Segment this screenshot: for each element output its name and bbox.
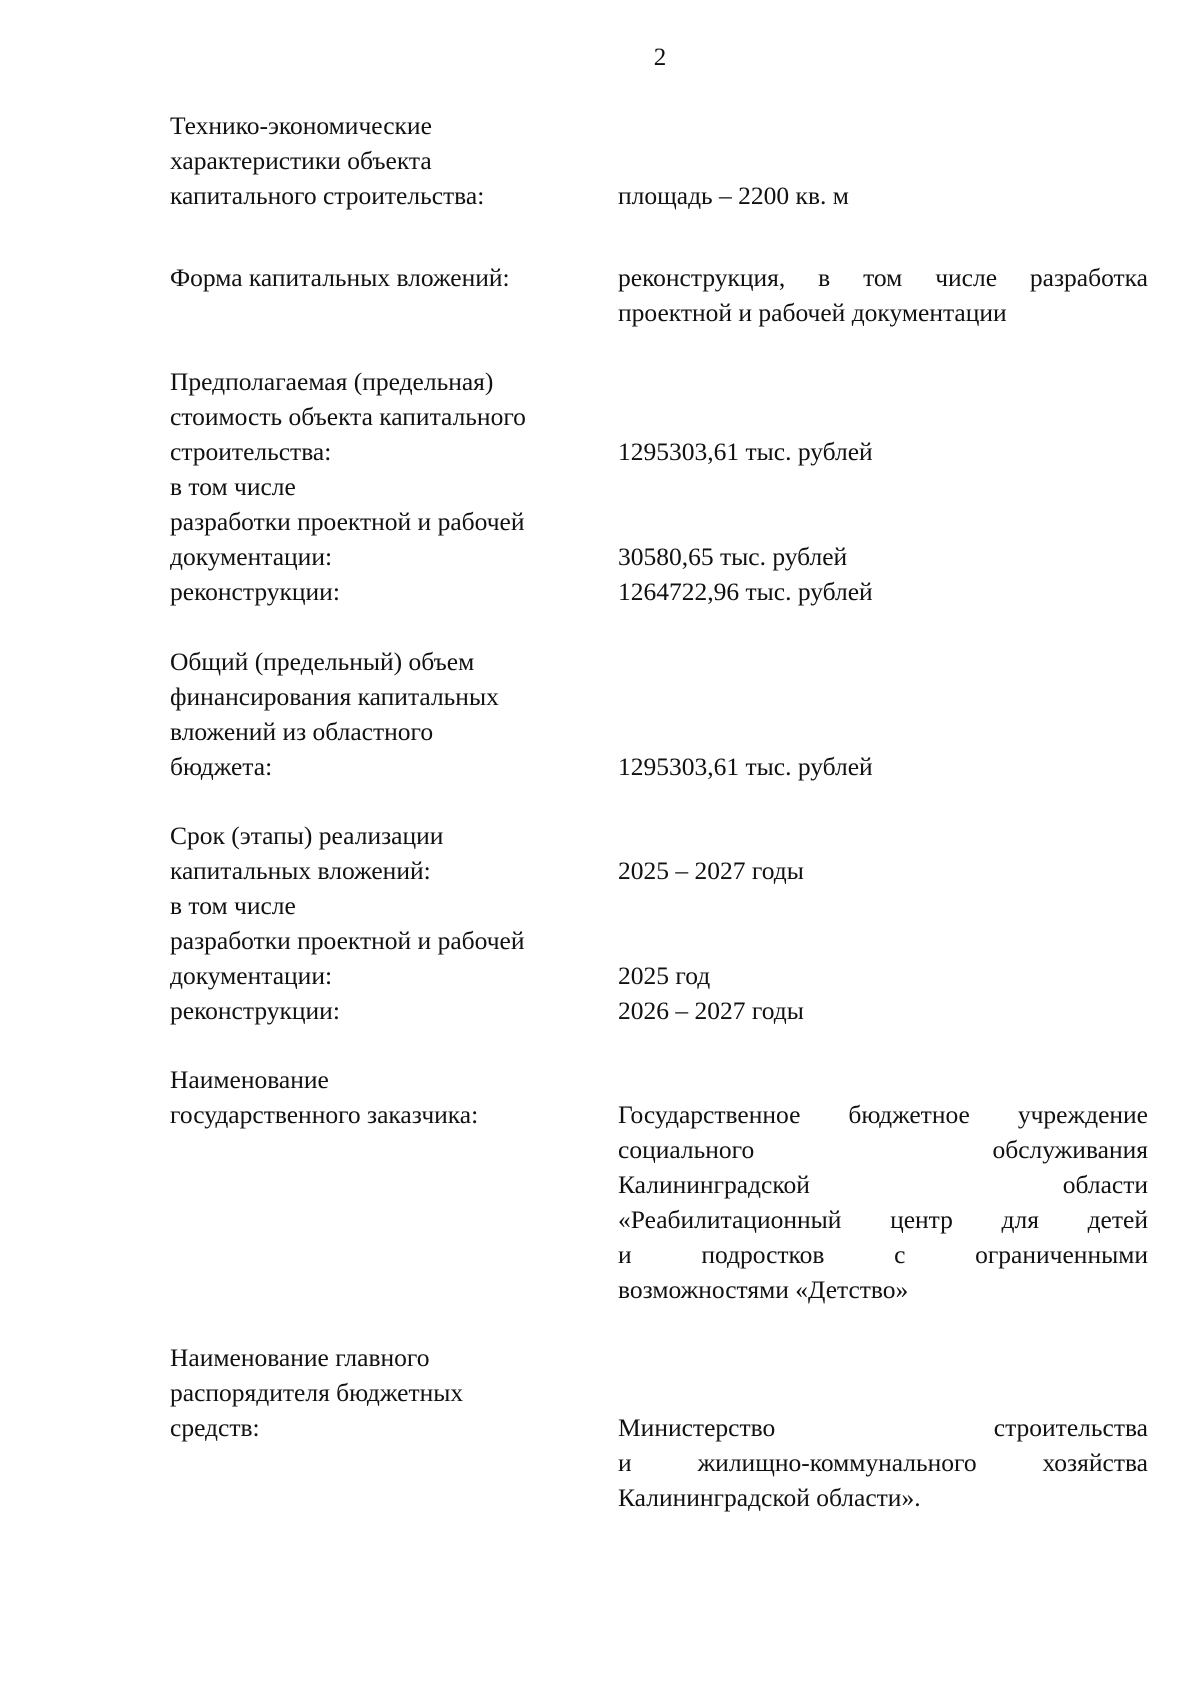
financing-label-line-4: бюджета:	[170, 752, 273, 781]
manager-value-line-2	[618, 1445, 1148, 1480]
word: детей	[1087, 1205, 1148, 1234]
customer-value-line-1	[618, 1097, 1148, 1132]
investment-form-value-line-2: проектной и рабочей документации	[618, 298, 1007, 327]
timeline-label-line-1: Срок (этапы) реализации	[170, 821, 444, 850]
word: и	[618, 1240, 632, 1269]
tech-label-line-3: капитального строительства:	[170, 181, 485, 210]
manager-label-line-2: распорядителя бюджетных	[170, 1378, 464, 1407]
word: подростков	[701, 1240, 825, 1269]
customer-value-line-6: возможностями «Детство»	[618, 1275, 909, 1304]
customer-value-line-4	[618, 1202, 1148, 1237]
timeline-label-line-4: разработки проектной и рабочей	[170, 926, 525, 955]
tech-value: площадь – 2200 кв. м	[618, 181, 849, 210]
cost-label-line-4: в том числе	[170, 472, 296, 501]
customer-value-line-2	[618, 1132, 1148, 1167]
word: бюджетное	[848, 1100, 970, 1129]
financing-label-line-2: финансирования капитальных	[170, 682, 499, 711]
word: Государственное	[618, 1100, 801, 1129]
word: для	[1001, 1205, 1039, 1234]
timeline-design-value: 2025 год	[618, 961, 711, 990]
word: разработка	[1029, 263, 1148, 292]
word: том	[863, 263, 903, 292]
customer-section	[170, 1062, 1150, 1307]
cost-label-line-1: Предполагаемая (предельная)	[170, 367, 494, 396]
word: строительства	[993, 1413, 1148, 1442]
timeline-reconstruction-value: 2026 – 2027 годы	[618, 996, 804, 1025]
customer-value-line-5	[618, 1237, 1148, 1272]
cost-label-line-6: документации:	[170, 542, 333, 571]
manager-label-line-1: Наименование главного	[170, 1343, 430, 1372]
timeline-label-line-6: реконструкции:	[170, 996, 340, 1025]
estimated-cost-section	[170, 364, 1150, 609]
tech-label-line-1: Технико-экономические	[170, 111, 432, 140]
tech-label-line-2: характеристики объекта	[170, 146, 432, 175]
word: центр	[890, 1205, 953, 1234]
manager-value-line-3: Калининградской области».	[618, 1483, 921, 1512]
cost-label-line-3: строительства:	[170, 437, 332, 466]
word: в	[818, 263, 831, 292]
word: учреждение	[1017, 1100, 1148, 1129]
cost-label-line-5: разработки проектной и рабочей	[170, 507, 525, 536]
word: с	[894, 1240, 906, 1269]
word: Калининградской	[618, 1170, 810, 1199]
word: и	[618, 1448, 632, 1477]
word: числе	[935, 263, 998, 292]
investment-form-section	[170, 260, 1150, 330]
budget-manager-section	[170, 1340, 1150, 1515]
cost-label-line-7: реконструкции:	[170, 577, 340, 606]
investment-form-value-line-1	[618, 260, 1148, 295]
investment-form-label: Форма капитальных вложений:	[170, 263, 510, 292]
financing-label-line-1: Общий (предельный) объем	[170, 647, 475, 676]
word: реконструкция,	[618, 263, 786, 292]
word: области	[1062, 1170, 1148, 1199]
customer-label-line-2: государственного заказчика:	[170, 1100, 479, 1129]
financing-section	[170, 644, 1150, 784]
financing-value: 1295303,61 тыс. рублей	[618, 752, 873, 781]
word: «Реабилитационный	[618, 1205, 842, 1234]
word: хозяйства	[1042, 1448, 1148, 1477]
timeline-label-line-2: капитальных вложений:	[170, 856, 431, 885]
page-number: 2	[653, 44, 667, 71]
manager-value-line-1	[618, 1410, 1148, 1445]
cost-total-value: 1295303,61 тыс. рублей	[618, 437, 873, 466]
timeline-label-line-3: в том числе	[170, 891, 296, 920]
word: ограниченными	[975, 1240, 1148, 1269]
word: социального	[618, 1135, 755, 1164]
manager-label-line-3: средств:	[170, 1413, 260, 1442]
word: жилищно-коммунального	[697, 1448, 977, 1477]
word: обслуживания	[992, 1135, 1148, 1164]
financing-label-line-3: вложений из областного	[170, 717, 434, 746]
word: Министерство	[618, 1413, 776, 1442]
timeline-total-value: 2025 – 2027 годы	[618, 856, 804, 885]
cost-design-value: 30580,65 тыс. рублей	[618, 542, 848, 571]
tech-characteristics-section	[170, 108, 1150, 213]
customer-label-line-1: Наименование	[170, 1065, 329, 1094]
timeline-section	[170, 818, 1150, 1028]
timeline-label-line-5: документации:	[170, 961, 333, 990]
customer-value-line-3	[618, 1167, 1148, 1202]
cost-reconstruction-value: 1264722,96 тыс. рублей	[618, 577, 873, 606]
cost-label-line-2: стоимость объекта капитального	[170, 402, 526, 431]
